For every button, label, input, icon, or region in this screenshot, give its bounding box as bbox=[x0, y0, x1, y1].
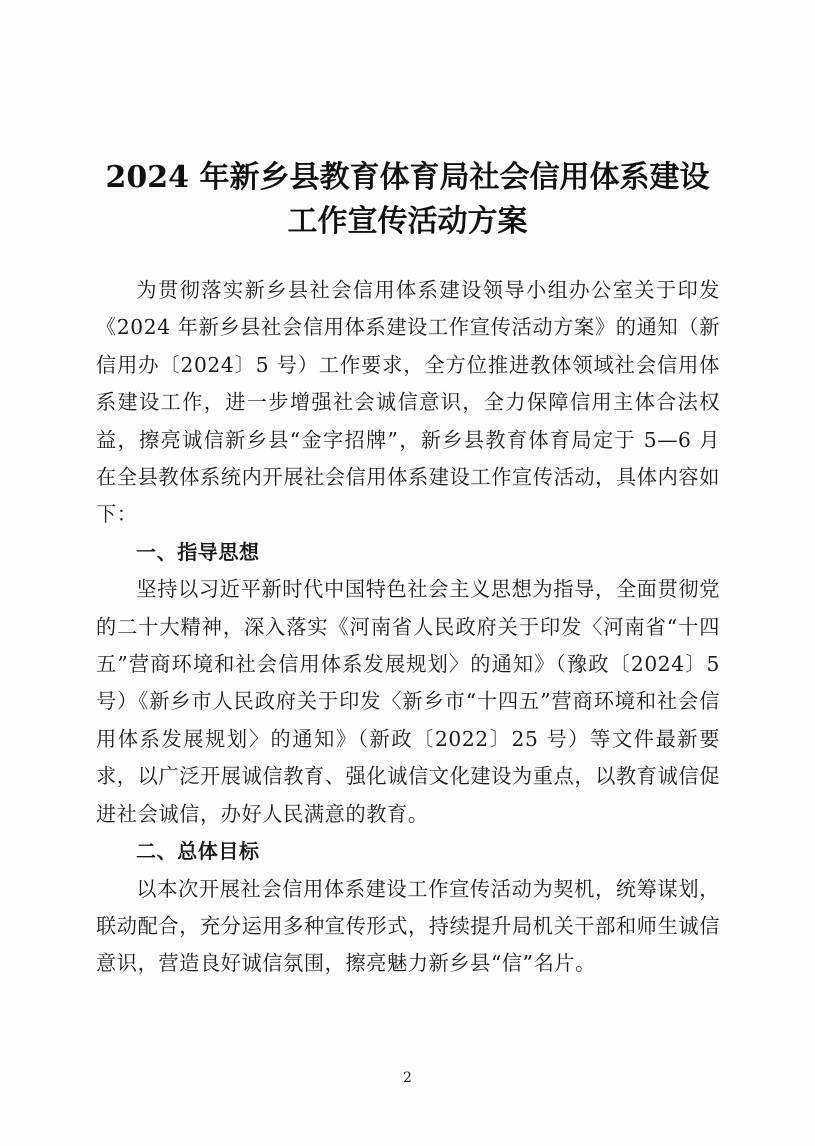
guiding-ideology-paragraph: 坚持以习近平新时代中国特色社会主义思想为指导，全面贯彻党的二十大精神，深入落实《河南省人民政府关于印发〈河南省“十四五”营商环境和社会信用体系发展规划〉的通知》（豫政〔2024〕5 号）《新乡市人民政府关于印发〈新乡市“十四五”营商环境和社会信用体系发展规划〉的通知》（新政〔2022〕25 号）等文件最新要求，以广泛开展诚信教育、强化诚信文化建设为重点，以教育诚信促进社会诚信，办好人民满意的教育。 bbox=[96, 577, 720, 826]
document-title-line-1: 2024 年新乡县教育体育局社会信用体系建设 bbox=[105, 160, 710, 195]
section-heading-overall-goal: 二、总体目标 bbox=[136, 839, 260, 864]
page-number: 2 bbox=[403, 1070, 412, 1086]
document-body bbox=[96, 272, 720, 983]
section-heading-guiding-ideology: 一、指导思想 bbox=[136, 539, 260, 564]
intro-paragraph: 为贯彻落实新乡县社会信用体系建设领导小组办公室关于印发《2024 年新乡县社会信用体系建设工作宣传活动方案》的通知（新信用办〔2024〕5 号）工作要求，全方位推进教体领域社会信用体系建设工作，进一步增强社会诚信意识，全力保障信用主体合法权益，擦亮诚信新乡县“金字招牌”，新乡县教育体育局定于 5—6 月在全县教体系统内开展社会信用体系建设工作宣传活动，具体内容如下： bbox=[96, 278, 720, 527]
document-title-line-2: 工作宣传活动方案 bbox=[287, 204, 528, 239]
overall-goal-paragraph: 以本次开展社会信用体系建设工作宣传活动为契机，统筹谋划，联动配合，充分运用多种宣传形式，持续提升局机关干部和师生诚信意识，营造良好诚信氛围，擦亮魅力新乡县“信”名片。 bbox=[96, 876, 720, 976]
